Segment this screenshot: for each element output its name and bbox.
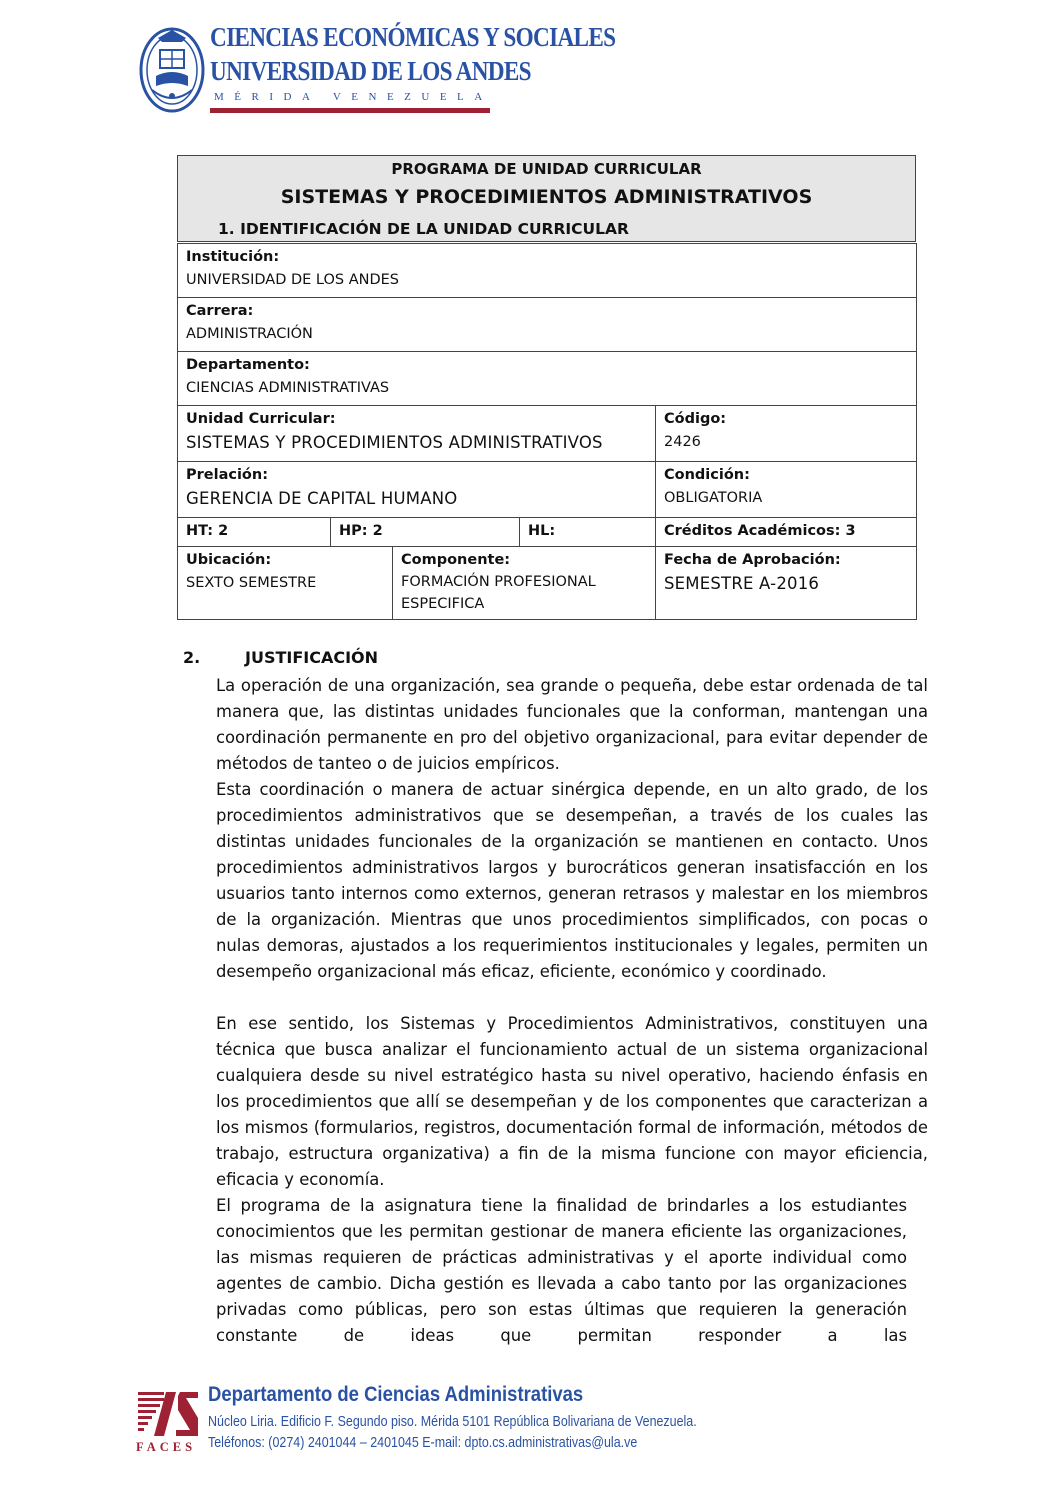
program-name: SISTEMAS Y PROCEDIMIENTOS ADMINISTRATIVOS: [280, 186, 813, 208]
unidad-value: SISTEMAS Y PROCEDIMIENTOS ADMINISTRATIVOS: [186, 433, 603, 452]
footer-department: Departamento de Ciencias Administrativas: [208, 1383, 584, 1406]
justification-paragraph: La operación de una organización, sea grande o pequeña, debe estar ordenada de tal manera que, las distintas unidades funcionales que la conforman, mantengan una coordinación permanente en pro del objetivo organizacional, para evitar depender de métodos de tanteo o de juicios empíricos.: [216, 676, 928, 773]
university-logo: [138, 20, 616, 116]
justification-paragraph: Esta coordinación o manera de actuar sinérgica depende, en un alto grado, de los procedimientos administrativos que se desempeñan, a través de los cuales las distintas unidades funcionales de la organización se mantienen en contacto. Unos procedimientos administrativos largos y burocráticos generan insatisfacción en los usuarios tanto internos como externos, generan retrasos y malestar en los miembros de la organización. Mientras que unos procedimientos simplificados, con pocas o nulas demoras, ajustados a los requerimientos institucionales y legales, permiten un desempeño organizacional más eficaz, eficiente, económico y coordinado.: [216, 780, 928, 981]
logo-location: MÉRIDA VENEZUELA: [214, 91, 493, 103]
hp-value: HP: 2: [339, 523, 383, 539]
logo-divider: [210, 108, 490, 113]
university-seal-icon: [138, 24, 206, 114]
componente-value: FORMACIÓN PROFESIONAL ESPECIFICA: [401, 574, 596, 612]
componente-label: Componente:: [401, 552, 511, 568]
ubicacion-label: Ubicación:: [186, 552, 272, 568]
footer-contact: Teléfonos: (0274) 2401044 – 2401045 E-mail: dpto.cs.administrativas@ula.ve: [208, 1435, 638, 1451]
departamento-label: Departamento:: [186, 357, 310, 373]
faces-label: FACES: [136, 1440, 197, 1454]
logo-faculty-name: CIENCIAS ECONÓMICAS Y SOCIALES: [210, 22, 616, 52]
ubicacion-value: SEXTO SEMESTRE: [186, 575, 317, 591]
carrera-value: ADMINISTRACIÓN: [186, 326, 313, 342]
identification-table: [177, 243, 917, 620]
prelacion-value: GERENCIA DE CAPITAL HUMANO: [186, 489, 458, 508]
table-row: [178, 352, 917, 406]
logo-university-name: UNIVERSIDAD DE LOS ANDES: [210, 56, 531, 86]
table-row: [178, 547, 917, 620]
section-2-title: JUSTIFICACIÓN: [245, 648, 379, 667]
table-row: [178, 518, 917, 547]
justification-paragraph: En ese sentido, los Sistemas y Procedimientos Administrativos, constituyen una técnica que busca analizar el funcionamiento actual de un sistema organizacional cualquiera desde su nivel estratégico hasta su nivel operativo, haciendo énfasis en los procedimientos que allí se desempeñan y de los componentes que caracterizan a los mismos (formularios, registros, documentación formal de información, métodos de trabajo, estructura organizativa) a fin de la misma funcione con mayor eficiencia, eficacia y economía.: [216, 1014, 928, 1189]
fecha-label: Fecha de Aprobación:: [664, 552, 841, 568]
creditos-value: Créditos Académicos: 3: [664, 523, 856, 539]
table-row: [178, 244, 917, 298]
ht-value: HT: 2: [186, 523, 229, 539]
institucion-label: Institución:: [186, 249, 280, 265]
justification-paragraph: El programa de la asignatura tiene la finalidad de brindarles a los estudiantes conocimientos que les permitan gestionar de manera eficiente las organizaciones, las mismas requieren de prácticas administrativas y el aporte individual como agentes de cambio. Dicha gestión es llevada a cabo tanto por las organizaciones privadas como públicas, pero son estas últimas que requieren la generación constante de ideas que permitan responder a las: [216, 1196, 907, 1345]
table-row: [178, 462, 917, 518]
prelacion-label: Prelación:: [186, 467, 269, 483]
departamento-value: CIENCIAS ADMINISTRATIVAS: [186, 380, 390, 396]
section-2-number: 2.: [183, 648, 201, 667]
section-2-heading: [183, 648, 378, 667]
condicion-label: Condición:: [664, 467, 750, 483]
table-row: [178, 298, 917, 352]
institucion-value: UNIVERSIDAD DE LOS ANDES: [186, 272, 399, 288]
table-row: [178, 406, 917, 462]
program-title: PROGRAMA DE UNIDAD CURRICULAR: [391, 160, 702, 178]
footer-address: Núcleo Liria. Edificio F. Segundo piso. Mérida 5101 República Bolivariana de Venezuela.: [208, 1414, 697, 1430]
codigo-value: 2426: [664, 434, 701, 450]
carrera-label: Carrera:: [186, 303, 254, 319]
codigo-label: Código:: [664, 411, 727, 427]
hl-value: HL:: [528, 523, 556, 539]
faces-logo-icon: [136, 1388, 200, 1440]
section-1-heading: 1. IDENTIFICACIÓN DE LA UNIDAD CURRICULAR: [218, 220, 629, 238]
condicion-value: OBLIGATORIA: [664, 490, 763, 506]
fecha-value: SEMESTRE A-2016: [664, 574, 820, 593]
unidad-label: Unidad Curricular:: [186, 411, 336, 427]
